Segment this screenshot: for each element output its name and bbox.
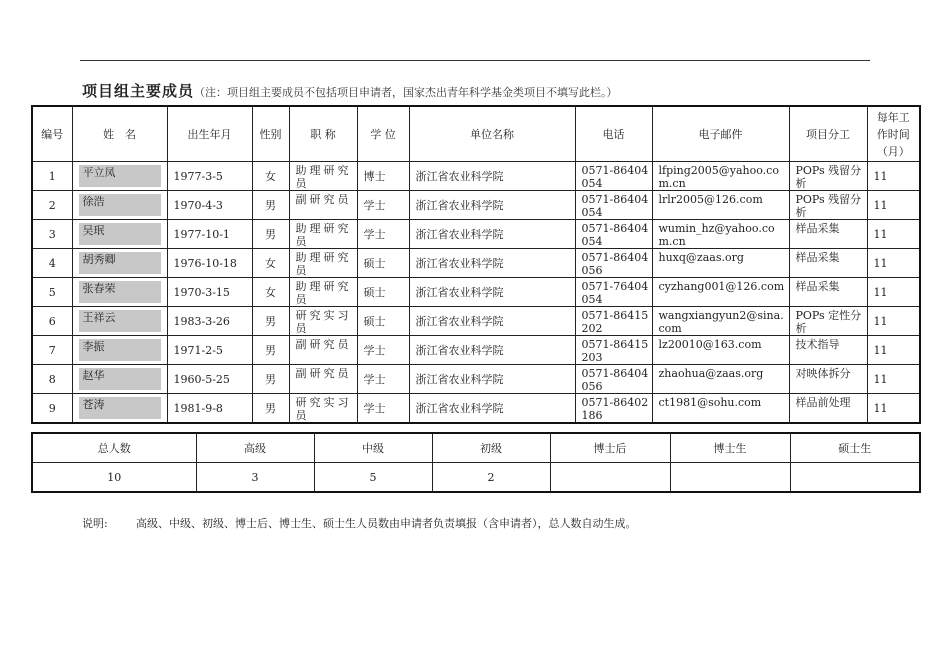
member-name-cell: [72, 220, 167, 249]
member-birth: 1977-10-1: [173, 227, 230, 241]
member-no: 1: [48, 169, 56, 183]
summary-header-junior: 初级: [432, 433, 550, 463]
member-sex-cell: [252, 162, 289, 191]
member-degree-cell: [357, 162, 409, 191]
table-row: [32, 278, 920, 307]
member-birth: 1960-5-25: [173, 372, 230, 386]
member-birth-cell: [167, 336, 252, 365]
member-role: POPs 残留分析: [795, 163, 862, 190]
section-heading: [82, 80, 618, 101]
section-note: （注：项目组主要成员不包括项目申请者，国家杰出青年科学基金类项目不填写此栏。）: [194, 86, 618, 99]
member-unit-cell: [409, 394, 575, 424]
member-degree-cell: [357, 307, 409, 336]
member-birth-cell: [167, 394, 252, 424]
section-title: 项目组主要成员: [82, 82, 195, 100]
member-email: cyzhang001@126.com: [658, 279, 785, 293]
member-name: 平立凤: [79, 165, 161, 187]
member-months-cell: [867, 394, 920, 424]
header-no: 编号: [32, 106, 72, 162]
table-row: [32, 336, 920, 365]
member-phone-cell: [575, 394, 652, 424]
member-name-cell: [72, 278, 167, 307]
member-name-cell: [72, 249, 167, 278]
member-months-cell: [867, 336, 920, 365]
member-months-cell: [867, 365, 920, 394]
member-no: 7: [48, 343, 56, 357]
member-unit: 浙江省农业科学院: [415, 228, 504, 241]
member-no: 5: [48, 285, 56, 299]
member-degree-cell: [357, 249, 409, 278]
summary-phd-value: [670, 463, 790, 493]
member-sex: 男: [265, 228, 276, 241]
member-email-cell: [652, 249, 789, 278]
summary-header-middle: 中级: [314, 433, 432, 463]
member-months: 11: [873, 401, 888, 415]
member-no-cell: [32, 394, 72, 424]
member-title: 助理研究员: [295, 250, 352, 277]
member-phone: 0571-86404056: [581, 366, 649, 393]
header-unit: 单位名称: [409, 106, 575, 162]
member-no: 3: [48, 227, 56, 241]
member-unit-cell: [409, 162, 575, 191]
member-sex: 女: [265, 257, 276, 270]
summary-header-senior: 高级: [196, 433, 314, 463]
member-title-cell: [289, 394, 357, 424]
member-role: 样品采集: [795, 279, 840, 293]
member-unit-cell: [409, 220, 575, 249]
member-email: ct1981@sohu.com: [658, 395, 762, 409]
member-degree: 学士: [363, 344, 386, 357]
member-no: 8: [48, 372, 56, 386]
summary-header-master: 硕士生: [790, 433, 920, 463]
member-no: 4: [48, 256, 56, 270]
member-email: wangxiangyun2@sina.com: [658, 308, 784, 335]
member-name: 王祥云: [79, 310, 161, 332]
member-no: 2: [48, 198, 56, 212]
member-sex-cell: [252, 336, 289, 365]
member-months: 11: [873, 227, 888, 241]
member-sex-cell: [252, 249, 289, 278]
member-degree-cell: [357, 365, 409, 394]
member-role: POPs 定性分析: [795, 308, 862, 335]
member-no-cell: [32, 365, 72, 394]
member-title-cell: [289, 220, 357, 249]
member-no-cell: [32, 307, 72, 336]
summary-value-row: [32, 463, 920, 493]
member-title-cell: [289, 278, 357, 307]
header-sex: 性别: [252, 106, 289, 162]
member-months-cell: [867, 162, 920, 191]
member-role-cell: [789, 220, 867, 249]
member-phone-cell: [575, 191, 652, 220]
member-degree: 学士: [363, 228, 386, 241]
header-months: 每年工作时间（月）: [867, 106, 920, 162]
member-degree: 硕士: [363, 315, 386, 328]
member-email-cell: [652, 365, 789, 394]
member-email-cell: [652, 336, 789, 365]
member-sex: 男: [265, 402, 276, 415]
member-role-cell: [789, 191, 867, 220]
member-unit: 浙江省农业科学院: [415, 402, 504, 415]
member-name-cell: [72, 336, 167, 365]
members-body: [32, 162, 920, 424]
member-birth: 1976-10-18: [173, 256, 237, 270]
member-degree: 学士: [363, 199, 386, 212]
member-phone-cell: [575, 249, 652, 278]
header-birth: 出生年月: [167, 106, 252, 162]
member-birth: 1983-3-26: [173, 314, 230, 328]
member-phone-cell: [575, 336, 652, 365]
member-role-cell: [789, 307, 867, 336]
member-name-cell: [72, 162, 167, 191]
member-degree: 学士: [363, 402, 386, 415]
member-phone: 0571-86404054: [581, 221, 649, 248]
member-title: 助理研究员: [295, 163, 352, 190]
member-email: huxq@zaas.org: [658, 250, 744, 264]
member-email-cell: [652, 220, 789, 249]
member-name: 苍涛: [79, 397, 161, 419]
member-name-cell: [72, 365, 167, 394]
member-role-cell: [789, 278, 867, 307]
member-sex-cell: [252, 278, 289, 307]
member-email: lfping2005@yahoo.com.cn: [658, 163, 779, 190]
member-degree: 硕士: [363, 257, 386, 270]
member-name: 张春荣: [79, 281, 161, 303]
header-phone: 电话: [575, 106, 652, 162]
member-role-cell: [789, 249, 867, 278]
member-degree-cell: [357, 191, 409, 220]
table-row: [32, 249, 920, 278]
member-degree-cell: [357, 394, 409, 424]
member-email: wumin_hz@yahoo.com.cn: [658, 221, 775, 248]
member-role: 对映体拆分: [795, 366, 851, 380]
member-email: lz20010@163.com: [658, 337, 762, 351]
table-row: [32, 220, 920, 249]
member-role: 样品采集: [795, 250, 840, 264]
member-months: 11: [873, 256, 888, 270]
member-phone: 0571-86404054: [581, 192, 649, 219]
member-degree: 硕士: [363, 286, 386, 299]
member-birth-cell: [167, 307, 252, 336]
member-unit-cell: [409, 365, 575, 394]
member-degree-cell: [357, 278, 409, 307]
member-birth-cell: [167, 162, 252, 191]
footnote: [82, 515, 637, 531]
member-name: 赵华: [79, 368, 161, 390]
summary-total-value: 10: [32, 463, 196, 493]
member-birth: 1970-3-15: [173, 285, 230, 299]
member-email-cell: [652, 191, 789, 220]
member-title-cell: [289, 365, 357, 394]
member-sex: 女: [265, 286, 276, 299]
member-months-cell: [867, 191, 920, 220]
member-phone: 0571-86415202: [581, 308, 649, 335]
member-email-cell: [652, 162, 789, 191]
member-sex-cell: [252, 394, 289, 424]
member-title: 副研究员: [295, 366, 352, 380]
member-email: zhaohua@zaas.org: [658, 366, 764, 380]
header-role: 项目分工: [789, 106, 867, 162]
summary-master-value: [790, 463, 920, 493]
member-months: 11: [873, 343, 888, 357]
summary-header-phd: 博士生: [670, 433, 790, 463]
member-title-cell: [289, 307, 357, 336]
member-unit-cell: [409, 336, 575, 365]
table-row: [32, 191, 920, 220]
table-row: [32, 307, 920, 336]
member-no-cell: [32, 249, 72, 278]
member-unit: 浙江省农业科学院: [415, 286, 504, 299]
member-email: lrlr2005@126.com: [658, 192, 763, 206]
member-name: 徐浩: [79, 194, 161, 216]
member-birth: 1971-2-5: [173, 343, 223, 357]
member-sex: 男: [265, 199, 276, 212]
member-name-cell: [72, 394, 167, 424]
member-name: 胡秀卿: [79, 252, 161, 274]
member-degree-cell: [357, 220, 409, 249]
member-birth-cell: [167, 365, 252, 394]
header-title: 职 称: [289, 106, 357, 162]
member-no: 6: [48, 314, 56, 328]
member-no-cell: [32, 336, 72, 365]
table-row: [32, 162, 920, 191]
member-sex-cell: [252, 191, 289, 220]
top-rule: [80, 60, 870, 61]
member-name-cell: [72, 191, 167, 220]
summary-table: [31, 432, 921, 493]
member-role: 技术指导: [795, 337, 840, 351]
member-email-cell: [652, 394, 789, 424]
member-sex: 男: [265, 373, 276, 386]
member-sex: 男: [265, 315, 276, 328]
member-sex-cell: [252, 220, 289, 249]
member-title-cell: [289, 336, 357, 365]
member-title: 研究实习员: [295, 395, 352, 422]
member-degree: 学士: [363, 373, 386, 386]
member-role-cell: [789, 336, 867, 365]
member-months-cell: [867, 307, 920, 336]
summary-middle-value: 5: [314, 463, 432, 493]
member-phone: 0571-76404054: [581, 279, 649, 306]
member-unit-cell: [409, 191, 575, 220]
member-degree: 博士: [363, 170, 386, 183]
member-role: POPs 残留分析: [795, 192, 862, 219]
members-header-row: [32, 106, 920, 162]
member-months: 11: [873, 198, 888, 212]
member-no: 9: [48, 401, 56, 415]
member-title: 助理研究员: [295, 279, 352, 306]
member-no-cell: [32, 162, 72, 191]
member-months: 11: [873, 314, 888, 328]
member-unit: 浙江省农业科学院: [415, 257, 504, 270]
member-no-cell: [32, 191, 72, 220]
member-title: 研究实习员: [295, 308, 352, 335]
member-email-cell: [652, 307, 789, 336]
member-unit: 浙江省农业科学院: [415, 373, 504, 386]
footnote-label: 说明:: [82, 517, 108, 530]
member-unit: 浙江省农业科学院: [415, 344, 504, 357]
member-sex: 男: [265, 344, 276, 357]
member-role: 样品采集: [795, 221, 840, 235]
member-birth: 1977-3-5: [173, 169, 223, 183]
member-title: 副研究员: [295, 192, 352, 206]
member-phone-cell: [575, 307, 652, 336]
member-phone: 0571-86402186: [581, 395, 649, 422]
footnote-text: 高级、中级、初级、博士后、博士生、硕士生人员数由申请者负责填报（含申请者），总人数自动生成。: [136, 517, 637, 530]
member-phone: 0571-86415203: [581, 337, 649, 364]
member-phone-cell: [575, 220, 652, 249]
member-birth-cell: [167, 278, 252, 307]
header-degree: 学 位: [357, 106, 409, 162]
member-months-cell: [867, 249, 920, 278]
member-role: 样品前处理: [795, 395, 851, 409]
member-title-cell: [289, 191, 357, 220]
member-title: 助理研究员: [295, 221, 352, 248]
member-sex-cell: [252, 365, 289, 394]
table-row: [32, 394, 920, 424]
member-birth: 1981-9-8: [173, 401, 223, 415]
member-phone-cell: [575, 278, 652, 307]
member-title: 副研究员: [295, 337, 352, 351]
member-unit: 浙江省农业科学院: [415, 199, 504, 212]
member-unit-cell: [409, 249, 575, 278]
member-title-cell: [289, 249, 357, 278]
member-phone-cell: [575, 162, 652, 191]
member-unit-cell: [409, 307, 575, 336]
header-name: 姓 名: [72, 106, 167, 162]
member-degree-cell: [357, 336, 409, 365]
member-sex: 女: [265, 170, 276, 183]
member-months-cell: [867, 220, 920, 249]
member-sex-cell: [252, 307, 289, 336]
member-months: 11: [873, 372, 888, 386]
member-months: 11: [873, 169, 888, 183]
member-name: 吴珉: [79, 223, 161, 245]
member-birth-cell: [167, 249, 252, 278]
member-birth-cell: [167, 220, 252, 249]
member-role-cell: [789, 394, 867, 424]
members-table: [31, 105, 921, 424]
member-months: 11: [873, 285, 888, 299]
member-phone-cell: [575, 365, 652, 394]
summary-junior-value: 2: [432, 463, 550, 493]
member-unit-cell: [409, 278, 575, 307]
member-title-cell: [289, 162, 357, 191]
member-phone: 0571-86404056: [581, 250, 649, 277]
summary-header-total: 总人数: [32, 433, 196, 463]
member-role-cell: [789, 162, 867, 191]
member-birth-cell: [167, 191, 252, 220]
member-unit: 浙江省农业科学院: [415, 170, 504, 183]
member-role-cell: [789, 365, 867, 394]
member-phone: 0571-86404054: [581, 163, 649, 190]
member-no-cell: [32, 220, 72, 249]
header-email: 电子邮件: [652, 106, 789, 162]
member-birth: 1970-4-3: [173, 198, 223, 212]
member-months-cell: [867, 278, 920, 307]
member-no-cell: [32, 278, 72, 307]
summary-senior-value: 3: [196, 463, 314, 493]
summary-header-row: [32, 433, 920, 463]
summary-postdoc-value: [550, 463, 670, 493]
member-email-cell: [652, 278, 789, 307]
member-name-cell: [72, 307, 167, 336]
table-row: [32, 365, 920, 394]
summary-header-postdoc: 博士后: [550, 433, 670, 463]
member-unit: 浙江省农业科学院: [415, 315, 504, 328]
member-name: 李振: [79, 339, 161, 361]
